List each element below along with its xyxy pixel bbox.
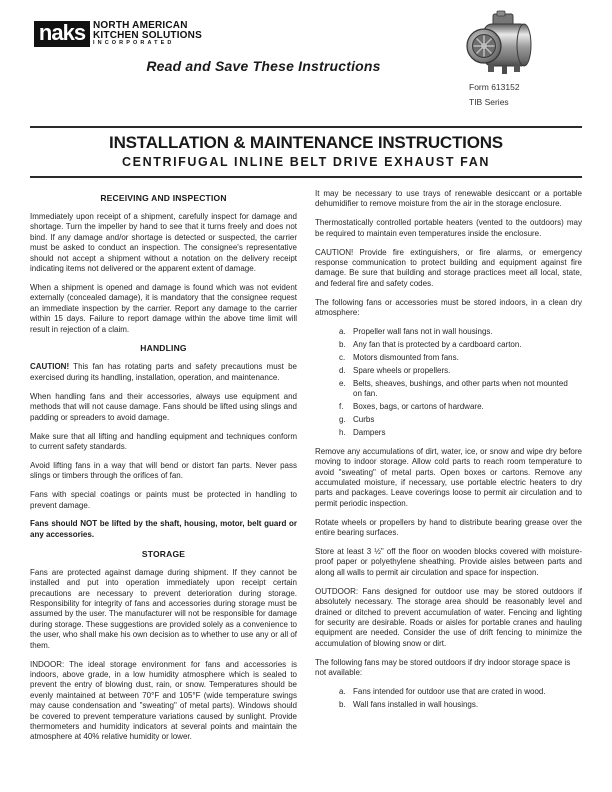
paragraph: OUTDOOR: Fans designed for outdoor use may be stored outdoors if absolutely necessary. The storage area should be reasonably level and drained or ditched to prevent accumulation of water. Fencing and lighting for security are desirable. Roads or aisles for portable cranes and hauling equipment are needed. Consider the use of drift fencing to minimize the accumulation of blowing snow or dirt. <box>315 586 582 648</box>
indoor-storage-list <box>315 327 582 438</box>
section-heading-handling: HANDLING <box>140 343 187 354</box>
logo-line-3: INCORPORATED <box>93 40 175 46</box>
naks-logo-mark: naks <box>34 21 90 47</box>
series-label: TIB Series <box>469 97 509 107</box>
paragraph: Immediately upon receipt of a shipment, carefully inspect for damage and shortage. Turn the impeller by hand to see that it turns freely and does not bind. If any damage and/or shortage is detected or suspected, the carrier must be asked to conduct an inspection. The consignee's representative should not accept a shipment without a notation on the delivery receipt indicating items not delivered or the apparent extent of damage. <box>30 212 297 274</box>
logo-line-2: KITCHEN SOLUTIONS <box>93 29 202 41</box>
page-title: INSTALLATION & MAINTENANCE INSTRUCTIONS <box>109 133 503 152</box>
logo-line-1: NORTH AMERICAN <box>93 19 188 32</box>
paragraph: Thermostatically controlled portable heaters (vented to the outdoors) may be required to maintain even temperatures inside the enclosure. <box>315 218 582 238</box>
caution-lead: CAUTION! <box>30 362 70 372</box>
paragraph: INDOOR: The ideal storage environment for fans and accessories is indoors, above grade, in a low humidity atmosphere which is sealed to prevent the entry of blowing dust, rain, or snow. Temperatures should be evenly maintained at between 70°F and 105°F (wide temperature swings may cause condensation and "sweating" of metal parts). Windows should be covered to prevent temperature variations caused by sunlight. Provide thermometers and humidity indicators at several points and maintain the atmosphere at 40% relative humidity or lower. <box>30 659 297 742</box>
list-item: e. Belts, sheaves, bushings, and other parts when not mounted on fan. <box>339 378 568 399</box>
paragraph: The following fans or accessories must be stored indoors, in a clean dry atmosphere: <box>315 297 582 318</box>
right-column <box>315 189 582 751</box>
paragraph: Fans with special coatings or paints must be protected in handling to prevent damage. <box>30 490 297 510</box>
list-item: f. Boxes, bags, or cartons of hardware. <box>339 402 484 411</box>
document-header <box>0 0 612 126</box>
page-subtitle: CENTRIFUGAL INLINE BELT DRIVE EXHAUST FAN <box>122 155 490 169</box>
paragraph: The following fans may be stored outdoors if dry indoor storage space is not available: <box>315 657 571 678</box>
naks-logo <box>34 21 202 47</box>
list-item: c. Motors dismounted from fans. <box>339 352 459 362</box>
fan-product-photo <box>466 10 532 80</box>
paragraph: Store at least 3 ½" off the floor on wooden blocks covered with moisture-proof paper or polyethylene sheathing. Provide aisles between parts and along all walls to permit air circulation and space for inspection. <box>315 546 582 577</box>
list-item: d. Spare wheels or propellers. <box>339 365 451 375</box>
paragraph: Fans are protected against damage during shipment. If they cannot be installed and put into operation immediately upon receipt certain precautions are necessary to prevent deterioration during storage. Responsibility for integrity of fans and accessories during storage must be assumed by the user. The manufacturer will not be responsible for damage during storage. These suggestions are provided solely as a convenience to the user, who shall make his own decision as to whether to use any or all of them. <box>30 567 297 650</box>
form-number: Form 613152 <box>469 82 520 92</box>
naks-logo-text <box>93 21 202 47</box>
paragraph: It may be necessary to use trays of renewable desiccant or a portable dehumidifier to remove moisture from the air in the storage enclosure. <box>315 189 582 209</box>
read-and-save-banner: Read and Save These Instructions <box>146 58 381 74</box>
bold-warning-paragraph: Fans should NOT be lifted by the shaft, housing, motor, belt guard or any accessories. <box>30 519 297 539</box>
two-column-body <box>30 189 582 751</box>
paragraph: Rotate wheels or propellers by hand to distribute bearing grease over the entire bearing surfaces. <box>315 517 582 538</box>
paragraph: When a shipment is opened and damage is found which was not evident externally (concealed damage), it is mandatory that the consignee request an immediate inspection by the carrier. Report any damage to the carrier within 15 days. Failure to report damage within the above time limit will result in rejection of a claim. <box>30 282 297 334</box>
list-item: b. Wall fans installed in wall housings. <box>339 699 479 709</box>
fan-illustration-icon <box>466 10 532 80</box>
list-item: a. Propeller wall fans not in wall housings. <box>339 327 493 337</box>
list-item: g. Curbs <box>339 414 375 424</box>
outdoor-storage-list <box>315 687 582 710</box>
paragraph: When handling fans and their accessories, always use equipment and methods that will not cause damage. Fans should be lifted using slings and padding or spreaders to avoid damage. <box>30 391 297 422</box>
section-heading-storage: STORAGE <box>141 548 186 559</box>
caution-paragraph <box>30 362 297 383</box>
paragraph: Avoid lifting fans in a way that will bend or distort fan parts. Never pass slings or timbers through the orifices of fan. <box>30 460 297 481</box>
paragraph: Make sure that all lifting and handling equipment and techniques conform to current safety standards. <box>30 431 297 451</box>
title-block <box>30 126 582 178</box>
list-item: b. Any fan that is protected by a cardboard carton. <box>339 339 522 349</box>
list-item: h. Dampers <box>339 427 386 437</box>
paragraph: Remove any accumulations of dirt, water, ice, or snow and wipe dry before moving to indoor storage. Allow cold parts to reach room temperature to avoid "sweating" of metal parts. Open boxes or cartons. Remove any accumulated moisture, if necessary, use portable electric heaters to dry parts and packages. Leave coverings loose to permit air circulation and to permit periodic inspection. <box>315 446 582 508</box>
paragraph: CAUTION! Provide fire extinguishers, or fire alarms, or emergency response communication to protect building and equipment against fire damage. Be sure that building and storage practices meet all local, state, and federal fire and safety codes. <box>315 247 582 288</box>
section-heading-receiving: RECEIVING AND INSPECTION <box>100 193 227 203</box>
caution-text: This fan has rotating parts and safety precautions must be exercised during its handling, installation, operation, and maintenance. <box>30 362 297 382</box>
list-item: a. Fans intended for outdoor use that are crated in wood. <box>339 686 546 696</box>
left-column <box>30 189 297 751</box>
